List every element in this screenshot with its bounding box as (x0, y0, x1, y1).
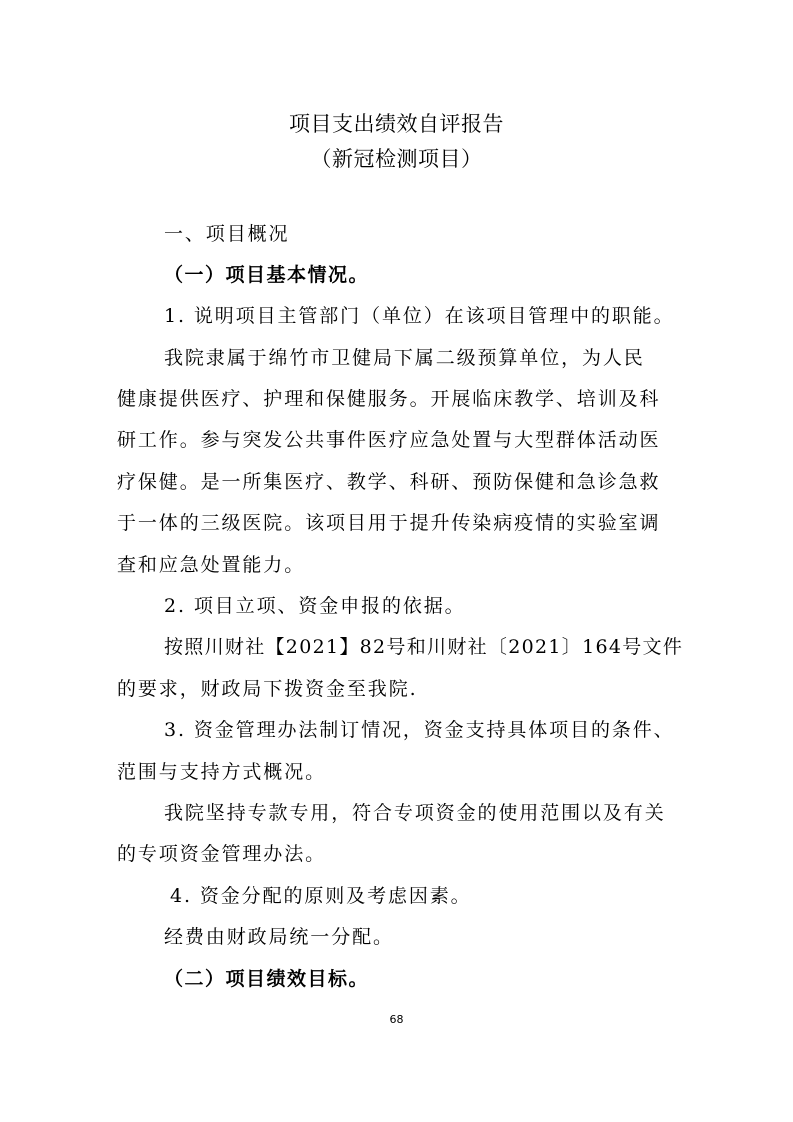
report-title: 项目支出绩效自评报告 (289, 112, 504, 136)
section-heading-overview: 一、项目概况 (164, 223, 290, 245)
item-heading-4: 4. 资金分配的原则及考虑因素。 (170, 885, 472, 907)
paragraph-line: 经费由财政局统一分配。 (164, 926, 394, 948)
paragraph-line: 我院隶属于绵竹市卫健局下属二级预算单位，为人民 (164, 347, 645, 369)
paragraph-line: 我院坚持专款专用，符合专项资金的使用范围以及有关 (164, 802, 666, 824)
item-heading-1: 1. 说明项目主管部门（单位）在该项目管理中的职能。 (164, 305, 675, 327)
paragraph-line: 研工作。参与突发公共事件医疗应急处置与大型群体活动医 (117, 429, 661, 451)
item-heading-3-cont: 范围与支持方式概况。 (117, 761, 327, 783)
paragraph-line: 的专项资金管理办法。 (117, 843, 327, 865)
paragraph-line: 于一体的三级医院。该项目用于提升传染病疫情的实验室调 (117, 512, 661, 534)
paragraph-line: 疗保健。是一所集医疗、教学、科研、预防保健和急诊急救 (117, 471, 661, 493)
item-heading-3: 3. 资金管理办法制订情况，资金支持具体项目的条件、 (164, 719, 675, 741)
paragraph-line: 按照川财社【2021】82号和川财社〔2021〕164号文件 (164, 636, 684, 658)
item-heading-2: 2. 项目立项、资金申报的依据。 (164, 595, 466, 617)
paragraph-line: 查和应急处置能力。 (117, 554, 306, 576)
subsection-heading-performance-goals: （二）项目绩效目标。 (164, 968, 370, 990)
subsection-heading-basic-info: （一）项目基本情况。 (164, 264, 370, 286)
paragraph-line: 健康提供医疗、护理和保健服务。开展临床教学、培训及科 (117, 388, 661, 410)
page-number: 68 (389, 1013, 404, 1026)
report-subtitle: （新冠检测项目） (310, 147, 483, 171)
paragraph-line: 的要求，财政局下拨资金至我院. (117, 678, 418, 700)
